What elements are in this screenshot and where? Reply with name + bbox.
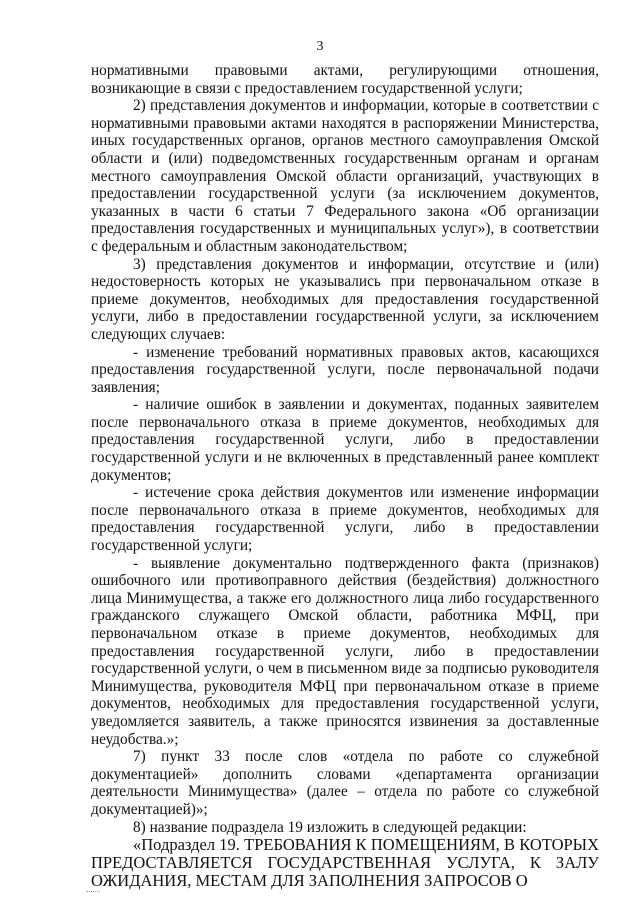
page-edge-mark [86, 891, 100, 893]
paragraph-item-7: 7) пункт 33 после слов «отдела по работе со служебной документацией» дополнить словами «департамента организации деятельности Минимущества» (далее – отдела по работе со служебной документацией)»; [91, 748, 599, 818]
paragraph-item-8: 8) название подраздела 19 изложить в следующей редакции: [133, 818, 527, 836]
paragraph-item-2: 2) представления документов и информации, которые в соответствии с нормативными правовыми актами находятся в распоряжении Министерства, иных государственных органов, органов местного самоуправления Омской области и (или) подведомственных государственным органам и органам местного самоуправления Омской области организаций, участвующих в предоставлении государственной услуги (за исключением документов, указанных в части 6 статьи 7 Федерального закона «Об организации предоставления государственных и муниципальных услуг»), в соответствии с федеральным и областным законодательством; [91, 97, 599, 255]
list-item-expiry: - истечение срока действия документов или изменение информации после первоначального отказа в приеме документов, необходимых для предоставления государственной услуги, либо в предоставлении государственной услуги; [91, 484, 599, 555]
document-body [91, 62, 599, 890]
paragraph-item-3: 3) представления документов и информации, отсутствие и (или) недостоверность которых не указывались при первоначальном отказе в приеме документов, необходимых для предоставления государственной услуги, либо в предоставлении государственной услуги, за исключением следующих случаев: [91, 255, 599, 343]
page-number: 3 [316, 39, 324, 54]
subsection-19-title: «Подраздел 19. ТРЕБОВАНИЯ К ПОМЕЩЕНИЯМ, В КОТОРЫХ ПРЕДОСТАВЛЯЕТСЯ ГОСУДАРСТВЕННАЯ УСЛУГА, К ЗАЛУ ОЖИДАНИЯ, МЕСТАМ ДЛЯ ЗАПОЛНЕНИЯ ЗАПРОСОВ О [91, 835, 599, 891]
list-item-unlawful-action: - выявление документально подтвержденного факта (признаков) ошибочного или противоправного действия (бездействия) должностного лица Минимущества, а также его должностного лица либо государственного гражданского служащего Омской области, работника МФЦ, при первоначальном отказе в приеме документов, необходимых для предоставления государственной услуги, либо в предоставлении государственной услуги, о чем в письменном виде за подписью руководителя Минимущества, руководителя МФЦ при первоначальном отказе в приеме документов, необходимых для предоставления государственной услуги, уведомляется заявитель, а также приносятся извинения за доставленные неудобства.»; [91, 554, 599, 748]
paragraph-continuation: нормативными правовыми актами, регулирующими отношения, возникающие в связи с предоставлением государственной услуги; [91, 62, 599, 97]
list-item-requirements-change: - изменение требований нормативных правовых актов, касающихся предоставления государственной услуги, после первоначальной подачи заявления; [91, 343, 599, 396]
list-item-errors: - наличие ошибок в заявлении и документах, поданных заявителем после первоначального отказа в приеме документов, необходимых для предоставления государственной услуги, либо в предоставлении государственной услуги и не включенных в представленный ранее комплект документов; [91, 396, 599, 484]
